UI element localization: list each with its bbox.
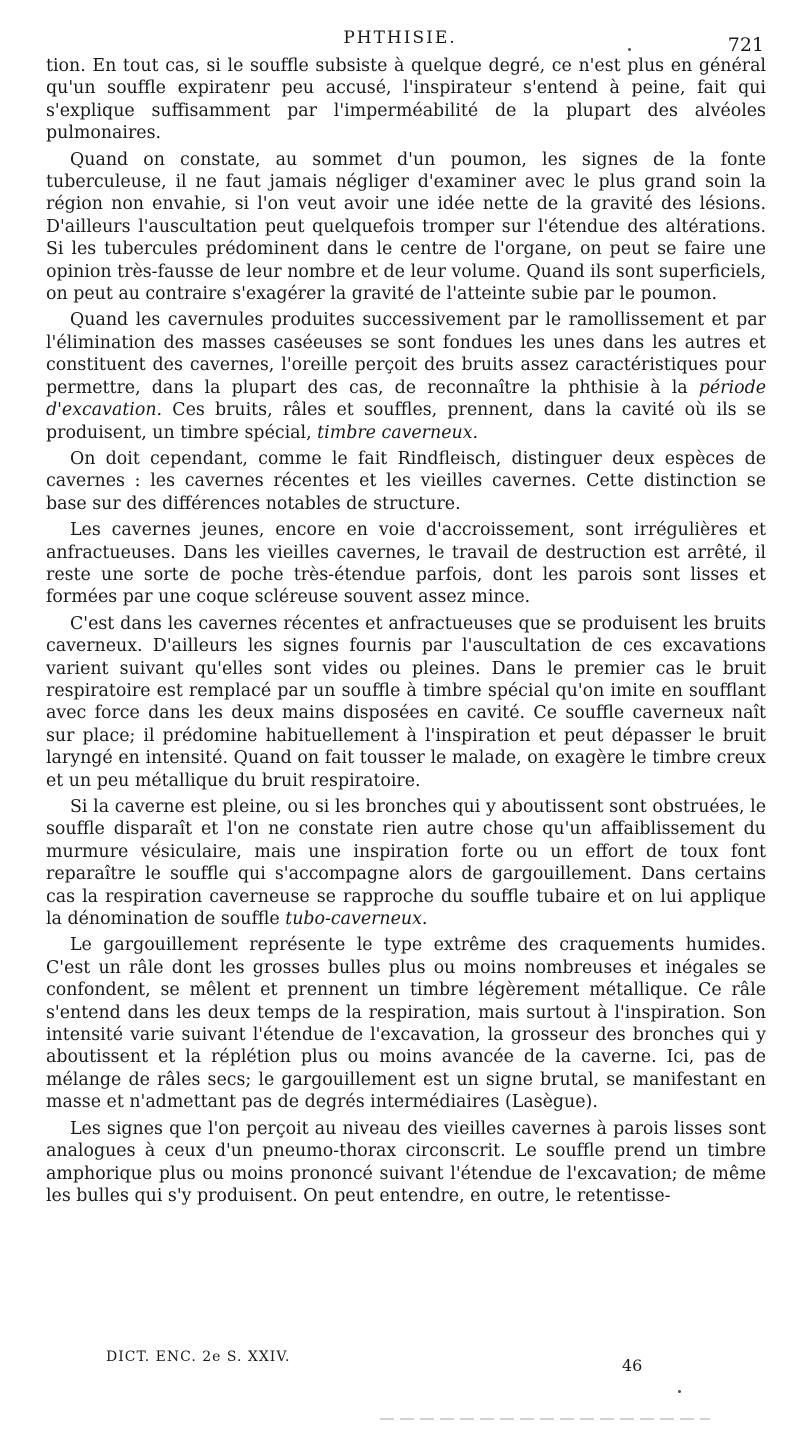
paragraph-4: On doit cependant, comme le fait Rindfleisch, distinguer deux espèces de cavernes : les cavernes récentes et les vieilles cavernes. Cette distinction se base sur des différences notables de structure. [46, 448, 766, 514]
paragraph-5: Les cavernes jeunes, encore en voie d'accroissement, sont irrégulières et anfractueuses. Dans les vieilles cavernes, le travail de destruction est arrêté, il reste une sorte de poche très-étendue parfois, dont les parois sont lisses et formées par une coque scléreuse souvent assez mince. [46, 520, 766, 608]
paragraph-1: tion. En tout cas, si le souffle subsiste à quelque degré, ce n'est plus en général qu'un souffle expiratenr peu accusé, l'inspirateur s'entend à peine, fait qui s'explique suffisamment par l'imperméabilité de la plupart des alvéoles pulmonaires. [46, 56, 766, 144]
paragraph-9: Les signes que l'on perçoit au niveau des vieilles cavernes à parois lisses sont analogues à ceux d'un pneumo-thorax circonscrit. Le souffle prend un timbre amphorique plus ou moins prononcé suivant l'étendue de l'excavation; de même les bulles qui s'y produisent. On peut entendre, en outre, le retentisse- [46, 1118, 766, 1206]
print-speck [678, 1390, 681, 1393]
bottom-bleed-through-rule [380, 1418, 710, 1420]
running-title: PHTHISIE. [343, 28, 457, 48]
paragraph-3-text-b: Ces bruits, râles et souffles, prennent, dans la cavité où ils se produisent, un timbre spécial, [46, 400, 766, 443]
paragraph-3 [46, 309, 766, 443]
footer-signature: DICT. ENC. 2e S. XXIV. [106, 1349, 291, 1365]
footer-sheet-number: 46 [622, 1356, 643, 1375]
paragraph-2: Quand on constate, au sommet d'un poumon, les signes de la fonte tuberculeuse, il ne faut jamais négliger d'examiner avec le plus grand soin la région non envahie, si l'on veut avoir une idée nette de la gravité des lésions. D'ailleurs l'auscultation peut quelquefois tromper sur l'étendue des altérations. Si les tubercules prédominent dans le centre de l'organe, on peut se faire une opinion très-fausse de leur nombre et de leur volume. Quand ils sont superficiels, on peut au contraire s'exagérer la gravité de l'atteinte subie par le poumon. [46, 149, 766, 305]
body-text [46, 55, 766, 1211]
page-number: 721 [727, 34, 764, 56]
paragraph-8: Le gargouillement représente le type extrême des craquements humides. C'est un râle dont les grosses bulles plus ou moins nombreuses et inégales se confondent, se mêlent et prennent un timbre légèrement métallique. Ce râle s'entend dans les deux temps de la respiration, mais surtout à l'inspiration. Son intensité varie suivant l'étendue de l'excavation, la grosseur des bronches qui y aboutissent et la réplétion plus ou moins avancée de la caverne. Ici, pas de mélange de râles secs; le gargouillement est un signe brutal, se manifestant en masse et n'admettant pas de degrés intermédiaires (Lasègue). [46, 935, 766, 1113]
paragraph-3-italic-timbre: timbre caverneux. [317, 422, 479, 443]
paragraph-6: C'est dans les cavernes récentes et anfractueuses que se produisent les bruits caverneux. D'ailleurs les signes fournis par l'auscultation de ces excavations varient suivant qu'elles sont vides ou pleines. Dans le premier cas le bruit respiratoire est remplacé par un souffle à timbre spécial qu'on imite en soufflant avec force dans les deux mains disposées en cavité. Ce souffle caverneux naît sur place; il prédomine habituellement à l'inspiration et peut dépasser le bruit laryngé en intensité. Quand on fait tousser le malade, on exagère le timbre creux et un peu métallique du bruit respiratoire. [46, 613, 766, 791]
paragraph-7 [46, 796, 766, 930]
paragraph-7-text: Si la caverne est pleine, ou si les bronches qui y aboutissent sont obstruées, le souffle disparaît et l'on ne constate rien autre chose qu'un affaiblissement du murmure vésiculaire, mais une inspiration forte ou un effort de toux font reparaître le souffle qui s'accompagne alors de gargouillement. Dans certains cas la respiration caverneuse se rapproche du souffle tubaire et on lui applique la dénomination de souffle [46, 797, 766, 930]
print-speck [628, 48, 631, 51]
paragraph-3-italic-excavation: période d'excavation. [46, 377, 766, 421]
paragraph-3-text-a: Quand les cavernules produites successivement par le ramollissement et par l'élimination des masses caséeuses se sont fondues les unes dans les autres et constituent des cavernes, l'oreille perçoit des bruits assez caractéristiques pour permettre, dans la plupart des cas, de reconnaître la phthisie à la [46, 310, 766, 398]
paragraph-7-italic-tubo-caverneux: tubo-caverneux. [285, 909, 428, 930]
